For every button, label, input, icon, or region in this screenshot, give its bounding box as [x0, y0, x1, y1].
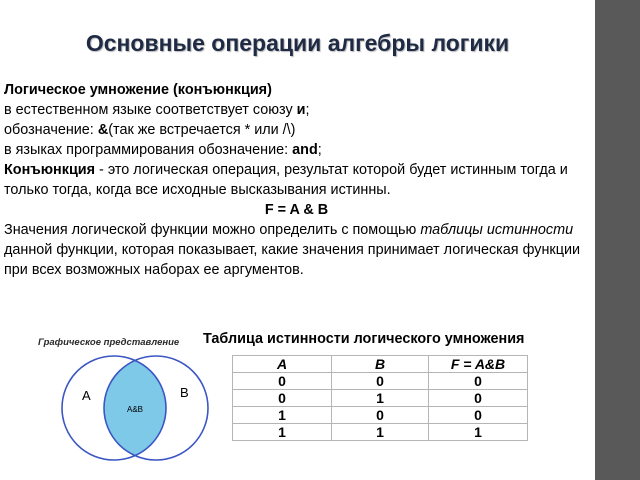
cell-b: 0 — [332, 373, 429, 390]
right-sidebar-bar — [595, 0, 640, 480]
table-row — [233, 373, 528, 390]
table-row — [233, 407, 528, 424]
notation-line: обозначение: &(так же встречается * или /\) — [4, 122, 296, 138]
cell-a: 0 — [233, 390, 332, 407]
cell-f: 0 — [429, 390, 528, 407]
programming-line: в языках программирования обозначение: and; — [4, 142, 322, 158]
cell-f: 1 — [429, 424, 528, 441]
natural-language-line: в естественном языке соответствует союзу и; — [4, 102, 310, 118]
cell-f: 0 — [429, 373, 528, 390]
venn-label-a: A — [82, 388, 91, 403]
cell-b: 1 — [332, 390, 429, 407]
section-heading: Логическое умножение (конъюнкция) — [4, 82, 272, 98]
cell-b: 1 — [332, 424, 429, 441]
truth-table-title: Таблица истинности логического умножения — [203, 331, 525, 347]
header-b: B — [332, 356, 429, 373]
cell-a: 1 — [233, 407, 332, 424]
venn-caption: Графическое представление — [38, 337, 180, 348]
venn-label-ab: A&B — [126, 405, 144, 414]
definition-paragraph: Конъюнкция - это логическая операция, результат которой будет истинным тогда и только тогда, когда все исходные высказывания истинны. — [4, 162, 568, 198]
table-header-row — [233, 356, 528, 373]
cell-a: 0 — [233, 373, 332, 390]
header-f: F = A&B — [429, 356, 528, 373]
header-a: A — [233, 356, 332, 373]
values-paragraph: Значения логической функции можно определить с помощью таблицы истинности данной функции, которая показывает, какие значения принимает логическая функции при всех возможных наборах ее аргументов. — [4, 222, 581, 278]
body-text — [4, 80, 589, 280]
cell-f: 0 — [429, 407, 528, 424]
formula: F = A & B — [264, 202, 329, 218]
venn-label-b: B — [180, 385, 189, 400]
table-row — [233, 424, 528, 441]
venn-diagram — [60, 350, 210, 470]
cell-b: 0 — [332, 407, 429, 424]
truth-table — [232, 355, 528, 441]
cell-a: 1 — [233, 424, 332, 441]
page-title: Основные операции алгебры логики — [85, 30, 510, 56]
table-row — [233, 390, 528, 407]
